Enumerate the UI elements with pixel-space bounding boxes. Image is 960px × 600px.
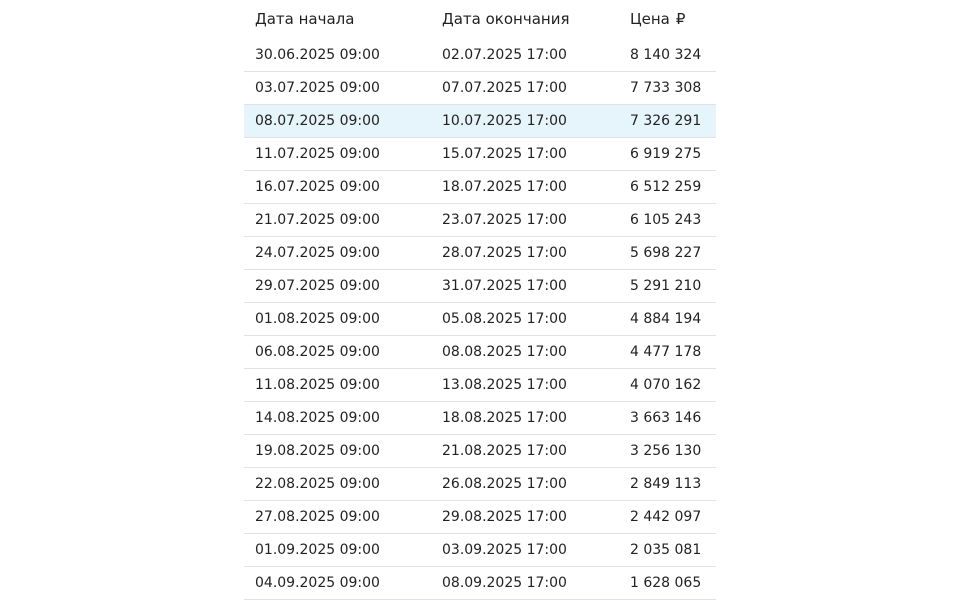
cell-end-date: 31.07.2025 17:00 bbox=[442, 278, 567, 294]
table-row[interactable] bbox=[244, 534, 716, 567]
table-row[interactable] bbox=[244, 369, 716, 402]
cell-end-date: 02.07.2025 17:00 bbox=[442, 46, 567, 63]
cell-price: 5 698 227 bbox=[630, 245, 702, 261]
cell-start-date: 24.07.2025 09:00 bbox=[255, 245, 380, 261]
cell-start-date: 01.09.2025 09:00 bbox=[255, 542, 380, 558]
cell-price: 8 140 324 bbox=[630, 46, 702, 63]
cell-start-date: 30.06.2025 09:00 bbox=[255, 46, 380, 63]
header-price-label: Цена bbox=[630, 10, 670, 28]
cell-start-date: 06.08.2025 09:00 bbox=[255, 344, 380, 360]
header-end-date[interactable]: Дата окончания bbox=[442, 10, 570, 28]
cell-end-date: 18.07.2025 17:00 bbox=[442, 179, 567, 195]
cell-price: 1 628 065 bbox=[630, 575, 702, 591]
cell-price: 7 326 291 bbox=[630, 113, 702, 129]
cell-price: 6 512 259 bbox=[630, 179, 702, 195]
cell-start-date: 11.08.2025 09:00 bbox=[255, 377, 380, 393]
cell-price: 4 477 178 bbox=[630, 344, 702, 360]
cell-end-date: 10.07.2025 17:00 bbox=[442, 113, 567, 129]
cell-start-date: 11.07.2025 09:00 bbox=[255, 146, 380, 162]
cell-start-date: 04.09.2025 09:00 bbox=[255, 575, 380, 591]
cell-end-date: 28.07.2025 17:00 bbox=[442, 245, 567, 261]
cell-end-date: 13.08.2025 17:00 bbox=[442, 377, 567, 393]
cell-end-date: 21.08.2025 17:00 bbox=[442, 443, 567, 459]
cell-start-date: 22.08.2025 09:00 bbox=[255, 476, 380, 492]
cell-price: 4 070 162 bbox=[630, 377, 702, 393]
cell-price: 3 256 130 bbox=[630, 443, 702, 459]
table-row[interactable] bbox=[244, 38, 716, 72]
table-row[interactable] bbox=[244, 468, 716, 501]
table-row[interactable] bbox=[244, 303, 716, 336]
header-start-date[interactable]: Дата начала bbox=[255, 10, 355, 28]
cell-price: 6 919 275 bbox=[630, 146, 702, 162]
table-row[interactable] bbox=[244, 402, 716, 435]
cell-start-date: 27.08.2025 09:00 bbox=[255, 509, 380, 525]
table-header-row bbox=[244, 0, 716, 38]
table-row[interactable] bbox=[244, 336, 716, 369]
cell-start-date: 08.07.2025 09:00 bbox=[255, 113, 380, 129]
table-row[interactable] bbox=[244, 72, 716, 105]
cell-price: 2 849 113 bbox=[630, 476, 702, 492]
table-row[interactable] bbox=[244, 138, 716, 171]
table-row[interactable] bbox=[244, 204, 716, 237]
cell-end-date: 18.08.2025 17:00 bbox=[442, 410, 567, 426]
table-row[interactable] bbox=[244, 105, 716, 138]
cell-price: 2 035 081 bbox=[630, 542, 702, 558]
cell-start-date: 01.08.2025 09:00 bbox=[255, 311, 380, 327]
cell-end-date: 15.07.2025 17:00 bbox=[442, 146, 567, 162]
cell-price: 3 663 146 bbox=[630, 410, 702, 426]
cell-price: 2 442 097 bbox=[630, 509, 702, 525]
cell-price: 6 105 243 bbox=[630, 212, 702, 228]
cell-end-date: 29.08.2025 17:00 bbox=[442, 509, 567, 525]
table-row[interactable] bbox=[244, 237, 716, 270]
cell-price: 5 291 210 bbox=[630, 278, 702, 294]
cell-end-date: 08.08.2025 17:00 bbox=[442, 344, 567, 360]
cell-end-date: 07.07.2025 17:00 bbox=[442, 80, 567, 96]
cell-end-date: 05.08.2025 17:00 bbox=[442, 311, 567, 327]
cell-end-date: 03.09.2025 17:00 bbox=[442, 542, 567, 558]
cell-end-date: 23.07.2025 17:00 bbox=[442, 212, 567, 228]
cell-start-date: 21.07.2025 09:00 bbox=[255, 212, 380, 228]
cell-price: 7 733 308 bbox=[630, 80, 702, 96]
table-row[interactable] bbox=[244, 171, 716, 204]
cell-start-date: 19.08.2025 09:00 bbox=[255, 443, 380, 459]
header-price[interactable] bbox=[619, 10, 716, 28]
table-row[interactable] bbox=[244, 270, 716, 303]
price-schedule-table bbox=[244, 0, 716, 600]
table-body bbox=[244, 38, 716, 600]
cell-end-date: 26.08.2025 17:00 bbox=[442, 476, 567, 492]
cell-start-date: 29.07.2025 09:00 bbox=[255, 278, 380, 294]
cell-price: 4 884 194 bbox=[630, 311, 702, 327]
cell-start-date: 14.08.2025 09:00 bbox=[255, 410, 380, 426]
ruble-currency-icon: ₽ bbox=[675, 10, 686, 28]
table-row[interactable] bbox=[244, 435, 716, 468]
table-row[interactable] bbox=[244, 501, 716, 534]
table-row[interactable] bbox=[244, 567, 716, 600]
cell-end-date: 08.09.2025 17:00 bbox=[442, 575, 567, 591]
cell-start-date: 16.07.2025 09:00 bbox=[255, 179, 380, 195]
cell-start-date: 03.07.2025 09:00 bbox=[255, 80, 380, 96]
